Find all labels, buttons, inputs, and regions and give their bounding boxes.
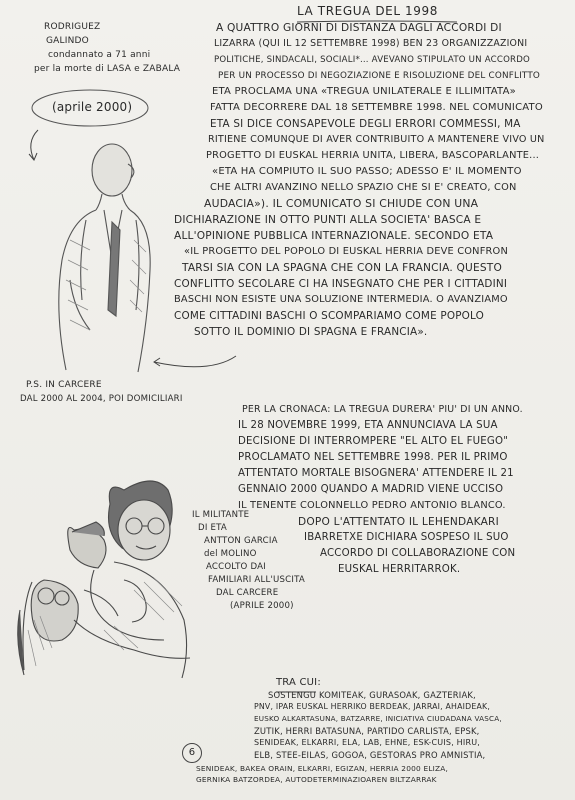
text-line: FATTA DECORRERE DAL 18 SETTEMBRE 1998. NEL COMUNICATO [210, 102, 543, 113]
text-line: CONFLITTO SECOLARE CI HA INSEGNATO CHE PER I CITTADINI [174, 278, 508, 290]
text-line: «IL PROGETTO DEL POPOLO DI EUSKAL HERRIA DEVE CONFRON [184, 246, 508, 257]
page-title: LA TREGUA DEL 1998 [297, 4, 439, 18]
footnote-line: SENIDEAK, ELKARRI, ELA, LAB, EHNE, ESK-CUIS, HIRU, [254, 738, 481, 747]
footnote-line: SOSTENGU KOMITEAK, GURASOAK, GAZTERIAK, [268, 690, 476, 700]
galindo-caption-date: (aprile 2000) [52, 100, 133, 114]
text-line: CHE ALTRI AVANZINO NELLO SPAZIO CHE SI E' CREATO, CON [210, 182, 517, 193]
text-line: «ETA HA COMPIUTO IL SUO PASSO; ADESSO E' IL MOMENTO [212, 166, 522, 177]
footnote-line: ZUTIK, HERRI BATASUNA, PARTIDO CARLISTA, EPSK, [254, 726, 480, 736]
footnote-title: TRA CUI: [276, 677, 321, 688]
footnote-line: ELB, STEE-EILAS, GOGOA, GESTORAS PRO AMNISTIA, [254, 750, 486, 760]
arrow-to-ps-note-icon [150, 352, 240, 376]
militant-caption [192, 508, 305, 612]
caption-line: GALINDO [46, 36, 89, 46]
text-line: SOTTO IL DOMINIO DI SPAGNA E FRANCIA». [194, 326, 428, 338]
militant-caption-line: ANTTON GARCIA [204, 536, 278, 546]
text-line: COME CITTADINI BASCHI O SCOMPARIAMO COME POPOLO [174, 310, 485, 322]
cronaca-line: EUSKAL HERRITARROK. [338, 564, 461, 575]
cronaca-line: ATTENTATO MORTALE BISOGNERA' ATTENDERE IL 21 [238, 468, 514, 479]
text-line: A QUATTRO GIORNI DI DISTANZA DAGLI ACCORDI DI [216, 22, 502, 34]
text-line: POLITICHE, SINDACALI, SOCIALI*... AVEVANO STIPULATO UN ACCORDO [214, 55, 530, 65]
militant-caption-line: DAL CARCERE [216, 588, 279, 598]
footnote-line: SENIDEAK, BAKEA ORAIN, ELKARRI, EGIZAN, HERRIA 2000 ELIZA, [196, 764, 449, 773]
militant-caption-line: IL MILITANTE [192, 510, 250, 520]
text-line: AUDACIA»). IL COMUNICATO SI CHIUDE CON UNA [204, 197, 479, 210]
cronaca-line: GENNAIO 2000 QUANDO A MADRID VIENE UCCISO [238, 484, 504, 495]
caption-line: per la morte di LASA e ZABALA [34, 64, 181, 74]
galindo-portrait-sketch [30, 140, 170, 380]
footnote-line: GERNIKA BATZORDEA, AUTODETERMINAZIOAREN BILTZARRAK [196, 775, 437, 784]
footnote-list [254, 690, 502, 762]
galindo-caption [34, 20, 180, 76]
text-line: ETA SI DICE CONSAPEVOLE DEGLI ERRORI COMMESSI, MA [210, 118, 521, 130]
militant-caption-line: DI ETA [198, 523, 227, 533]
main-text [174, 20, 545, 340]
ps-note-line: P.S. IN CARCERE [26, 380, 102, 390]
ps-note-line: DAL 2000 AL 2004, POI DOMICILIARI [20, 394, 183, 404]
text-line: ALL'OPINIONE PUBBLICA INTERNAZIONALE. SECONDO ETA [174, 230, 494, 242]
militant-caption-line: ACCOLTO DAI [206, 562, 266, 572]
footnote-list-bottom [196, 764, 448, 786]
caption-bubble [30, 88, 150, 128]
text-line: LIZARRA (QUI IL 12 SETTEMBRE 1998) BEN 23 ORGANIZZAZIONI [214, 38, 528, 49]
text-line: TARSI SIA CON LA SPAGNA CHE CON LA FRANCIA. QUESTO [182, 262, 503, 274]
text-line: PROGETTO DI EUSKAL HERRIA UNITA, LIBERA, BASCOPARLANTE... [206, 150, 540, 161]
text-line: BASCHI NON ESISTE UNA SOLUZIONE INTERMEDIA. O AVANZIAMO [174, 294, 508, 305]
cronaca-line: PER LA CRONACA: LA TREGUA DURERA' PIU' DI UN ANNO. [242, 404, 523, 415]
caption-line: condannato a 71 anni [48, 50, 151, 60]
text-line: PER UN PROCESSO DI NEGOZIAZIONE E RISOLUZIONE DEL CONFLITTO [218, 71, 541, 81]
cronaca-line: IL 28 NOVEMBRE 1999, ETA ANNUNCIAVA LA SUA [238, 420, 498, 431]
militant-caption-line: del MOLINO [204, 549, 257, 559]
cronaca-line: DOPO L'ATTENTATO IL LEHENDAKARI [298, 516, 499, 528]
ps-note [20, 378, 183, 406]
cronaca-line: PROCLAMATO NEL SETTEMBRE 1998. PER IL PRIMO [238, 452, 508, 463]
militant-caption-line: FAMILIARI ALL'USCITA [208, 575, 305, 585]
cronaca-line: ACCORDO DI COLLABORAZIONE CON [320, 548, 516, 559]
militant-embrace-sketch [14, 470, 204, 680]
caption-line: RODRIGUEZ [44, 22, 101, 32]
militant-caption-line: (APRILE 2000) [230, 601, 294, 611]
footnote-line: PNV, IPAR EUSKAL HERRIKO BERDEAK, JARRAI, AHAIDEAK, [254, 702, 491, 711]
text-line: DICHIARAZIONE IN OTTO PUNTI ALLA SOCIETA' BASCA E [174, 214, 482, 226]
cronaca-line: IBARRETXE DICHIARA SOSPESO IL SUO [304, 532, 509, 543]
text-line: RITIENE COMUNQUE DI AVER CONTRIBUITO A MANTENERE VIVO UN [208, 134, 545, 145]
cronaca-line: DECISIONE DI INTERROMPERE "EL ALTO EL FUEGO" [238, 436, 509, 447]
page-number: 6 [182, 743, 202, 763]
text-line: ETA PROCLAMA UNA «TREGUA UNILATERALE E ILLIMITATA» [212, 86, 516, 97]
footnote-line: EUSKO ALKARTASUNA, BATZARRE, INICIATIVA CIUDADANA VASCA, [254, 714, 502, 723]
cronaca-line: IL TENENTE COLONNELLO PEDRO ANTONIO BLANCO. [238, 500, 506, 511]
